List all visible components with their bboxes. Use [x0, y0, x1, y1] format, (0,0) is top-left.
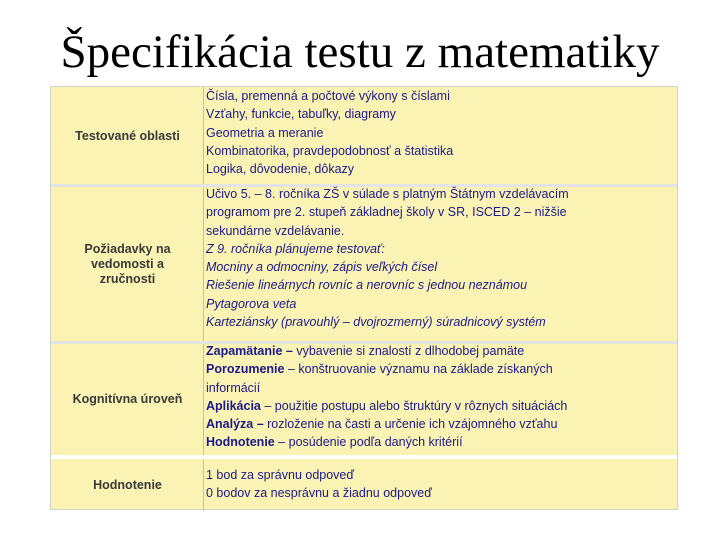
- cognitive-item: [206, 379, 673, 397]
- row-content-kognitivna-uroven: [206, 342, 673, 452]
- cognitive-desc: rozloženie na časti a určenie ich vzájomného vzťahu: [263, 417, 558, 432]
- row-label-poziadavky: [55, 187, 200, 341]
- row-label-testovane-oblasti: Testované oblasti: [75, 128, 180, 143]
- content-line-italic: Mocniny a odmocniny, zápis veľkých čísel: [206, 260, 438, 275]
- content-line: Geometria a meranie: [206, 125, 324, 140]
- content-line: Čísla, premenná a počtové výkony s číslami: [206, 89, 450, 103]
- cognitive-desc: – konštruovanie významu na základe získaných: [284, 362, 553, 377]
- cognitive-term: Zapamätanie –: [206, 344, 293, 358]
- cognitive-desc: – použitie postupu alebo štruktúry v rôznych situáciách: [260, 398, 568, 413]
- row-content-hodnotenie: [206, 466, 673, 503]
- cognitive-item: [206, 360, 673, 378]
- content-line: Kombinatorika, pravdepodobnosť a štatistika: [206, 143, 454, 158]
- content-line: Učivo 5. – 8. ročníka ZŠ v súlade s platným Štátnym vzdelávacím: [206, 187, 569, 201]
- row-label-hodnotenie: Hodnotenie: [93, 477, 162, 492]
- content-line: 0 bodov za nesprávnu a žiadnu odpoveď: [206, 486, 432, 501]
- row-testovane-oblasti: [51, 87, 677, 185]
- row-content-testovane-oblasti: [206, 87, 673, 178]
- cognitive-desc: – posúdenie podľa daných kritérií: [274, 435, 463, 450]
- cognitive-item: [206, 342, 673, 360]
- cognitive-term: Analýza –: [206, 417, 264, 432]
- cognitive-item: [206, 433, 673, 451]
- specification-table: [50, 86, 678, 510]
- content-line-italic: Z 9. ročníka plánujeme testovať:: [206, 241, 385, 256]
- content-line-italic: Pytagorova veta: [206, 296, 297, 311]
- content-line-italic: Riešenie lineárnych rovníc a nerovníc s jednou neznámou: [206, 278, 528, 293]
- cognitive-item: [206, 415, 673, 433]
- content-line-italic: Karteziánsky (pravouhlý – dvojrozmerný) súradnicový systém: [206, 315, 546, 330]
- row-hodnotenie: [51, 459, 677, 511]
- cognitive-term: Porozumenie: [206, 362, 285, 377]
- row-kognitivna-uroven: [51, 344, 677, 455]
- slide-title: Špecifikácia testu z matematiky: [60, 26, 660, 78]
- content-line: programom pre 2. stupeň základnej školy v SR, ISCED 2 – nižšie: [206, 205, 567, 220]
- cognitive-item: [206, 397, 673, 415]
- row-label-kognitivna-uroven: Kognitívna úroveň: [72, 392, 183, 406]
- row-poziadavky: [51, 187, 677, 341]
- content-line: 1 bod za správnu odpoveď: [206, 468, 355, 482]
- cognitive-term: Aplikácia: [206, 398, 261, 413]
- row-content-poziadavky: [206, 185, 673, 331]
- cognitive-desc: informácií: [206, 380, 261, 395]
- content-line: Logika, dôvodenie, dôkazy: [206, 162, 355, 177]
- row-label-poziadavky-text: Požiadavky na vedomosti a zručnosti: [84, 241, 171, 286]
- content-line: sekundárne vzdelávanie.: [206, 223, 345, 238]
- content-line: Vzťahy, funkcie, tabuľky, diagramy: [206, 107, 396, 122]
- cognitive-desc: vybavenie si znalostí z dlhodobej pamäte: [292, 344, 525, 358]
- cognitive-term: Hodnotenie: [206, 435, 275, 450]
